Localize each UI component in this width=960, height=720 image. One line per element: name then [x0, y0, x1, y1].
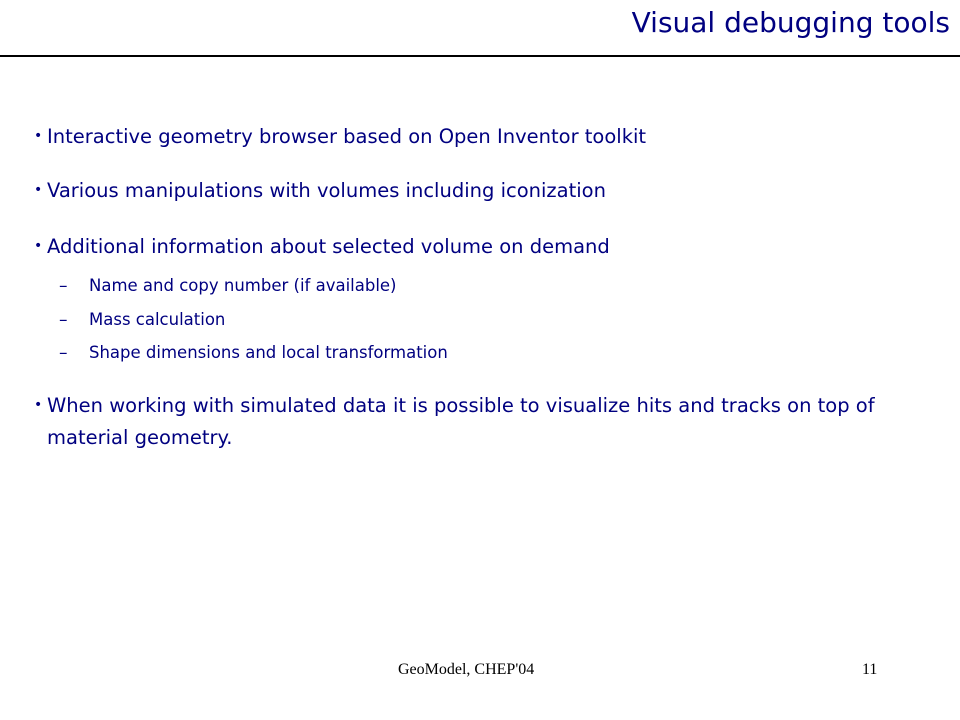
bullet-item: Interactive geometry browser based on Open Inventor toolkit	[47, 125, 647, 148]
sub-bullet-marker: –	[59, 343, 68, 363]
bullet-marker: •	[34, 128, 43, 144]
bullet-item: Additional information about selected volume on demand	[47, 235, 610, 258]
bullet-item: Various manipulations with volumes including iconization	[47, 179, 606, 202]
footer-text: GeoModel, CHEP'04	[398, 661, 535, 678]
sub-item: Mass calculation	[89, 310, 226, 329]
sub-item: Shape dimensions and local transformation	[89, 343, 448, 362]
bullet-marker: •	[34, 397, 43, 413]
slide-title: Visual debugging tools	[631, 6, 950, 39]
sub-bullet-marker: –	[59, 310, 68, 330]
sub-bullet-marker: –	[59, 276, 68, 296]
title-divider	[0, 55, 960, 57]
bullet-marker: •	[34, 238, 43, 254]
sub-item: Name and copy number (if available)	[89, 276, 397, 295]
bullet-marker: •	[34, 182, 43, 198]
page-number: 11	[862, 661, 878, 678]
bullet-item: When working with simulated data it is possible to visualize hits and tracks on top of material geometry.	[47, 394, 875, 449]
